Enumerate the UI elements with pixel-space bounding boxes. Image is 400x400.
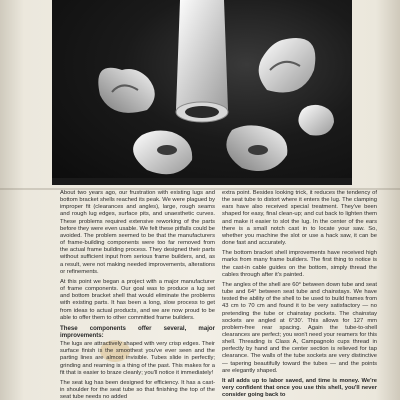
paragraph: extra point. Besides looking trick, it reduces the tendency of the seat tube to distort where it enters the lug. The clamping ears have also received special treatment. They've been shaped for easy, final clean-up; and cut back to lighten them and make it easier to slot the lug. In the center of the ears there is a small notch cast in to locate your saw. So, whether you machine the slot or use a hack saw, it can be done fast and accurately. (222, 190, 377, 247)
paragraph: About two years ago, our frustration with existing lugs and bottom bracket shells reached its peak. We were plagued by improper fit (clearances and angles), large, rough seams and rough lug edges, surface pits, and unaesthetic curves. These problems required extensive reworking of the parts before they were even usable. We felt these pitfalls could be avoided. The problem seemed to be that the manufacturers of frame-building components were too far removed from the actual frame building process. They designed their parts without sufficient input from serious frame builders, and, as a result, were not making needed improvements, alterations or refinements. (60, 190, 215, 275)
frame-components-illustration (52, 0, 352, 185)
paragraph: The seat lug has been designed for efficiency. It has a cast-in shoulder for the seat tube so that finishing the top of the seat tube needs no added (60, 379, 215, 400)
small-lug-right (298, 105, 334, 136)
bottom-bracket-shell (176, 0, 228, 117)
paragraph: The bottom bracket shell improvements have received high marks from many frame builders. The first thing to notice is the cast-in cable guides on the bottom, simply thread the cables through after it's painted. (222, 250, 377, 278)
text-column-right (222, 190, 377, 400)
section-heading: These components offer several, major improvements: (60, 324, 215, 339)
head-lug-left (98, 68, 154, 113)
head-lug-right (259, 38, 316, 93)
paragraph: The angles of the shell are 60° between down tube and seat tube and 64° between seat tube and chainstays. We have tested the ability of the shell to be used to build frames from 43 cm to 70 cm and found it to be very satisfactory — no pretending the tube or chainstay pockets. The chainstay sockets are angled at 6°30'. This allows for 127 mm problem-free rear spacing. Again the tube-to-shell clearances are perfect; you won't need your reamers for this shell. Threading is Class A, Campagnolo cups thread in perfectly by hand and the center section is relieved for tap clearance. The walls of the tube sockets are very distinctive — tapering beautifully toward the tubes — and the points are elegantly shaped. (222, 281, 377, 374)
text-column-left (60, 190, 215, 400)
paragraph: At this point we began a project with a major manufacturer of frame components. Our goal was to produce a lug set and bottom bracket shell that would eliminate the problems with existing parts. It has been a long, slow process to get from ideas to actual products, and we are now proud to be able to offer them to other committed frame builders. (60, 278, 215, 321)
product-photo (52, 0, 352, 185)
paragraph: The lugs are attractively shaped with very crisp edges. Their surface finish is the smoothest you've ever seen and the parting lines are almost invisible. Tubes slide in perfectly; grinding and reaming is a thing of the past. This makes for a fit that is easier to braze cleanly; you'll notice it immediately! (60, 341, 215, 376)
closing-paragraph: It all adds up to labor saved, and time is money. We're very confident that once you use this shell, you'll never consider going back to (222, 377, 377, 399)
